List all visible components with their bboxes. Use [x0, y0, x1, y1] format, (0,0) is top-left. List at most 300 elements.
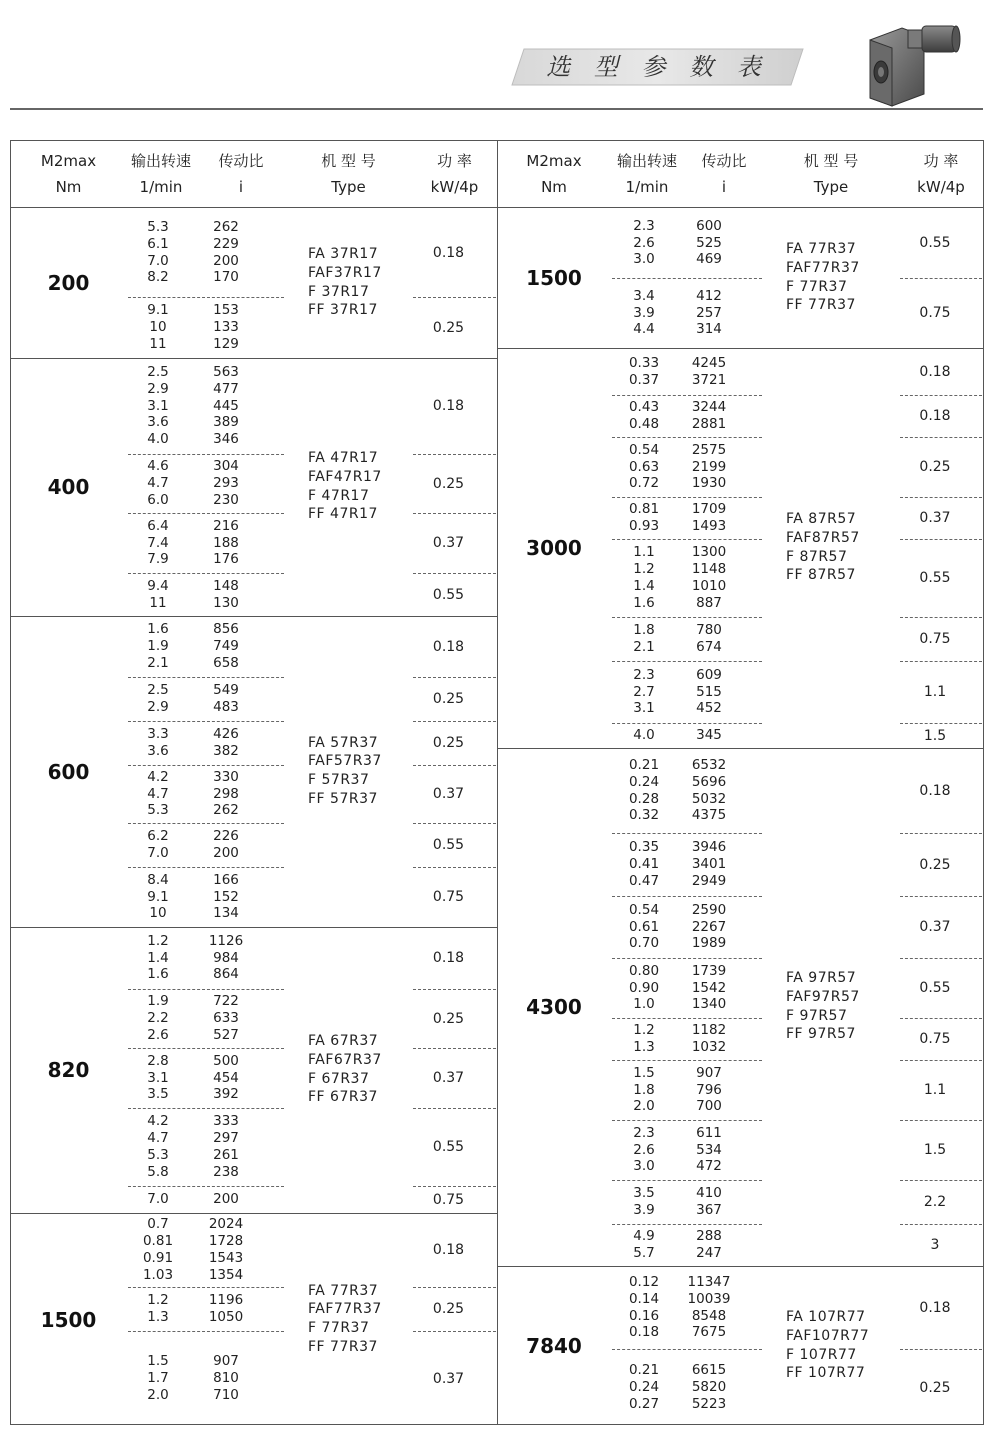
power-value: 0.75 [432, 1191, 465, 1208]
power-value: 0.55 [432, 1139, 465, 1155]
output-speed: 0.72 [628, 475, 660, 492]
output-speed: 1.6 [633, 594, 655, 611]
output-speed: 0.80 [628, 962, 660, 979]
power-divider [900, 539, 982, 540]
ratio-values [684, 399, 734, 433]
power-divider [413, 513, 496, 514]
output-speed: 1.4 [633, 578, 655, 594]
torque-value: 4300 [526, 995, 582, 1019]
ratio-values [684, 622, 734, 656]
power-value: 0.25 [432, 475, 465, 492]
ratio-values [684, 1065, 734, 1116]
gear-ratio: 600 [696, 217, 722, 234]
speed-values [610, 442, 678, 493]
output-speed: 0.35 [628, 839, 660, 856]
ratio-values [196, 1353, 256, 1404]
power-divider [900, 395, 982, 396]
speed-values [126, 621, 190, 672]
model-type: FAF77R37 [308, 1301, 382, 1318]
gear-ratio: 1709 [691, 501, 727, 518]
gear-ratio: 3401 [691, 856, 727, 873]
gear-ratio: 1010 [691, 578, 727, 594]
output-speed: 1.7 [147, 1370, 169, 1387]
output-speed: 0.81 [142, 1233, 174, 1250]
power-value: 0.75 [432, 889, 465, 905]
band-divider [128, 1287, 284, 1288]
model-type: FF 87R57 [786, 567, 856, 584]
gear-ratio: 10039 [687, 1290, 731, 1307]
ratio-values [196, 933, 256, 984]
power-divider [900, 1018, 982, 1019]
power-value: 0.18 [432, 950, 465, 966]
power-value: 0.18 [919, 408, 951, 424]
gear-ratio: 345 [696, 727, 722, 744]
header-ratio-line: i [238, 178, 244, 196]
output-speed: 5.7 [633, 1245, 655, 1261]
power-divider [413, 1048, 496, 1049]
model-type-list [786, 1308, 869, 1383]
model-type: FF 47R17 [308, 506, 378, 523]
gear-ratio: 864 [213, 966, 239, 983]
power-divider [900, 437, 982, 438]
output-speed: 0.14 [628, 1290, 660, 1307]
model-type-list [308, 245, 382, 320]
output-speed: 1.5 [633, 1064, 655, 1081]
output-speed: 2.7 [633, 683, 655, 700]
gear-ratio: 2575 [691, 441, 727, 458]
gear-ratio: 330 [213, 768, 239, 785]
output-speed: 2.9 [147, 380, 169, 397]
power-value: 0.25 [919, 459, 951, 475]
gear-ratio: 7675 [691, 1324, 727, 1341]
power-value: 1.1 [923, 684, 947, 700]
ratio-values [196, 1053, 256, 1104]
model-type: F 87R57 [786, 548, 848, 565]
output-speed: 4.2 [147, 1113, 169, 1130]
gear-ratio: 389 [213, 414, 239, 431]
output-speed: 1.2 [633, 1022, 655, 1039]
speed-values [610, 963, 678, 1014]
speed-values [610, 622, 678, 656]
gear-ratio: 304 [213, 458, 239, 475]
gear-ratio: 1050 [208, 1309, 244, 1325]
gear-ratio: 483 [213, 699, 239, 715]
ratio-values [196, 578, 256, 612]
speed-values [126, 1292, 190, 1326]
output-speed: 3.0 [633, 1158, 655, 1175]
header-m2max-line: Nm [541, 178, 567, 196]
ratio-values [684, 757, 734, 825]
power-value: 0.18 [432, 638, 465, 655]
power-value: 0.25 [919, 1379, 951, 1396]
speed-values [610, 727, 678, 744]
output-speed: 7.0 [147, 252, 169, 269]
output-speed: 2.1 [633, 639, 655, 655]
gear-ratio: 633 [213, 1010, 239, 1027]
ratio-values [684, 902, 734, 953]
gear-ratio: 261 [213, 1147, 239, 1163]
header-ratio-line: 传动比 [701, 152, 747, 170]
output-speed: 5.3 [147, 802, 169, 819]
header-divider [11, 207, 497, 208]
ratio-values [684, 1362, 734, 1413]
ratio-values [684, 288, 734, 339]
output-speed: 3.6 [147, 743, 169, 759]
output-speed: 0.7 [147, 1216, 169, 1233]
output-speed: 2.3 [633, 1124, 655, 1141]
power-value: 0.18 [432, 398, 465, 414]
speed-values [610, 839, 678, 890]
band-divider [128, 1108, 284, 1109]
power-divider [900, 1224, 982, 1225]
output-speed: 1.6 [147, 966, 169, 983]
output-speed: 2.8 [147, 1052, 169, 1069]
model-type: FAF57R37 [308, 753, 382, 770]
gear-ratio: 1989 [691, 935, 727, 952]
model-type: FF 77R37 [786, 297, 856, 314]
output-speed: 7.0 [147, 1191, 169, 1208]
speed-values [610, 1185, 678, 1219]
output-speed: 3.5 [633, 1185, 655, 1202]
torque-value: 7840 [526, 1334, 582, 1358]
output-speed: 0.63 [628, 458, 660, 475]
power-divider [900, 1349, 982, 1350]
output-speed: 1.4 [147, 949, 169, 966]
ratio-values [684, 1274, 734, 1342]
speed-values [610, 1065, 678, 1116]
speed-values [610, 1022, 678, 1056]
gear-ratio: 1182 [691, 1022, 727, 1039]
model-type: F 57R37 [308, 772, 370, 789]
gear-ratio: 534 [696, 1141, 722, 1158]
output-speed: 2.0 [633, 1098, 655, 1115]
speed-values [126, 682, 190, 716]
gear-ratio: 445 [213, 397, 239, 414]
output-speed: 3.1 [147, 397, 169, 414]
band-divider [612, 896, 762, 897]
output-speed: 2.6 [147, 1026, 169, 1043]
gear-ratio: 856 [213, 621, 239, 638]
output-speed: 0.27 [628, 1395, 660, 1412]
gear-ratio: 700 [696, 1098, 722, 1115]
speed-values [610, 218, 678, 269]
gear-ratio: 609 [696, 666, 722, 683]
group-divider [11, 616, 497, 617]
gear-ratio: 452 [696, 700, 722, 717]
speed-values [126, 458, 190, 509]
model-type: FF 67R37 [308, 1089, 378, 1106]
output-speed: 8.2 [147, 269, 169, 286]
power-value: 0.75 [919, 305, 951, 321]
gear-ratio: 1354 [208, 1266, 244, 1283]
power-value: 1.5 [923, 1142, 947, 1158]
ratio-values [196, 993, 256, 1044]
output-speed: 11 [149, 594, 167, 611]
speed-values [126, 1113, 190, 1181]
power-value: 0.37 [432, 1370, 465, 1387]
output-speed: 0.47 [628, 872, 660, 889]
speed-values [126, 1216, 190, 1284]
speed-values [126, 518, 190, 569]
speed-values [126, 364, 190, 449]
output-speed: 2.5 [147, 363, 169, 380]
gear-ratio: 297 [213, 1130, 239, 1147]
output-speed: 0.81 [628, 501, 660, 518]
band-divider [128, 721, 284, 722]
gear-ratio: 8548 [691, 1307, 727, 1324]
model-type: FA 37R17 [308, 246, 379, 262]
gear-ratio: 472 [696, 1158, 722, 1175]
speed-values [610, 667, 678, 718]
band-divider [128, 297, 284, 298]
power-value: 0.18 [919, 782, 951, 799]
power-value: 0.18 [432, 244, 465, 261]
output-speed: 4.6 [147, 458, 169, 475]
gear-ratio: 153 [213, 302, 239, 319]
gear-ratio: 674 [696, 639, 722, 655]
speed-values [126, 1053, 190, 1104]
header-power-line: kW/4p [917, 178, 965, 196]
model-type-list [786, 510, 860, 585]
model-type-list [308, 734, 382, 809]
band-divider [612, 278, 762, 279]
output-speed: 0.54 [628, 901, 660, 918]
gear-ratio: 500 [213, 1052, 239, 1069]
ratio-values [684, 839, 734, 890]
gear-ratio: 658 [213, 654, 239, 671]
model-type: F 47R17 [308, 487, 370, 504]
group-divider [11, 1213, 497, 1214]
header-m2max [11, 148, 126, 200]
ratio-values [196, 518, 256, 569]
gear-ratio: 4375 [691, 807, 727, 824]
gear-ratio: 247 [696, 1245, 722, 1261]
gear-ratio: 2267 [691, 918, 727, 935]
gear-ratio: 426 [213, 726, 239, 743]
output-speed: 2.0 [147, 1386, 169, 1403]
power-divider [413, 1287, 496, 1288]
power-divider [413, 867, 496, 868]
power-divider [413, 765, 496, 766]
band-divider [612, 958, 762, 959]
output-speed: 0.93 [628, 518, 660, 534]
output-speed: 0.33 [628, 354, 660, 371]
ratio-values [684, 218, 734, 269]
output-speed: 7.0 [147, 845, 169, 861]
ratio-values [684, 1228, 734, 1262]
output-speed: 4.0 [147, 431, 169, 448]
gear-ratio: 5223 [691, 1395, 727, 1412]
band-divider [128, 1048, 284, 1049]
selection-table-left [10, 140, 498, 1425]
gear-ratio: 810 [213, 1370, 239, 1387]
gear-ratio: 346 [213, 431, 239, 448]
power-value: 0.25 [919, 856, 951, 873]
output-speed: 4.7 [147, 1130, 169, 1147]
output-speed: 1.0 [633, 996, 655, 1013]
torque-value: 200 [47, 271, 90, 295]
band-divider [612, 497, 762, 498]
header-m2max-line: M2max [526, 152, 582, 170]
model-type: FAF107R77 [786, 1327, 870, 1344]
output-speed: 0.21 [628, 1362, 660, 1379]
band-divider [612, 1180, 762, 1181]
gear-ratio: 314 [696, 321, 722, 338]
output-speed: 0.41 [628, 856, 660, 873]
model-type-list [786, 240, 860, 315]
band-divider [612, 723, 762, 724]
output-speed: 3.1 [147, 1069, 169, 1086]
gear-ratio: 5820 [691, 1379, 727, 1396]
output-speed: 3.1 [633, 700, 655, 717]
output-speed: 0.18 [628, 1324, 660, 1341]
gear-ratio: 176 [213, 551, 239, 568]
band-divider [128, 765, 284, 766]
power-value: 1.1 [923, 1082, 947, 1098]
output-speed: 2.3 [633, 217, 655, 234]
output-speed: 1.1 [633, 544, 655, 561]
band-divider [612, 617, 762, 618]
gear-ratio: 1032 [691, 1039, 727, 1055]
speed-values [126, 769, 190, 820]
power-value: 0.37 [432, 786, 465, 802]
gear-ratio: 333 [213, 1113, 239, 1130]
ratio-values [684, 667, 734, 718]
power-divider [900, 1120, 982, 1121]
torque-value: 1500 [40, 1307, 97, 1332]
gear-ratio: 129 [213, 335, 239, 352]
gear-ratio: 611 [696, 1124, 722, 1141]
header-m2max-line: M2max [40, 152, 97, 170]
header-power-line: 功 率 [437, 152, 472, 170]
output-speed: 4.7 [147, 785, 169, 802]
output-speed: 2.2 [147, 1010, 169, 1027]
output-speed: 0.32 [628, 807, 660, 824]
header-ratio [196, 148, 286, 200]
power-value: 3 [930, 1237, 940, 1253]
speed-values [610, 501, 678, 535]
model-type: FAF97R57 [786, 988, 860, 1005]
output-speed: 4.9 [633, 1228, 655, 1245]
model-type: FF 37R17 [308, 302, 378, 319]
ratio-values [684, 442, 734, 493]
header-speed-line: 1/min [139, 178, 183, 196]
header-m2max [498, 148, 610, 200]
page-title: 选 型 参 数 表 [546, 53, 769, 81]
output-speed: 0.70 [628, 935, 660, 952]
torque-value: 820 [47, 1058, 90, 1082]
output-speed: 9.1 [147, 302, 169, 319]
ratio-values [196, 828, 256, 862]
header-speed [610, 148, 684, 200]
ratio-values [196, 769, 256, 820]
output-speed: 10 [149, 319, 167, 336]
output-speed: 2.1 [147, 654, 169, 671]
speed-values [126, 302, 190, 353]
output-speed: 1.3 [147, 1309, 169, 1325]
gear-ratio: 477 [213, 380, 239, 397]
model-type: FAF77R37 [786, 259, 860, 276]
output-speed: 1.3 [633, 1039, 655, 1055]
model-type: FA 87R57 [786, 511, 857, 527]
gear-ratio: 1739 [691, 962, 727, 979]
output-speed: 7.4 [147, 534, 169, 551]
header-power [898, 148, 984, 200]
gear-ratio: 1493 [691, 518, 727, 534]
gear-ratio: 2949 [691, 872, 727, 889]
ratio-values [196, 621, 256, 672]
output-speed: 2.6 [633, 1141, 655, 1158]
power-divider [413, 1331, 496, 1332]
speed-values [126, 219, 190, 287]
band-divider [128, 454, 284, 455]
band-divider [612, 395, 762, 396]
power-divider [413, 823, 496, 824]
output-speed: 3.9 [633, 304, 655, 321]
speed-values [126, 933, 190, 984]
gearmotor-image [862, 16, 962, 112]
gear-ratio: 907 [213, 1353, 239, 1370]
output-speed: 2.5 [147, 682, 169, 699]
speed-values [126, 872, 190, 923]
band-divider [128, 513, 284, 514]
gear-ratio: 2024 [208, 1216, 244, 1233]
ratio-values [684, 544, 734, 612]
output-speed: 6.0 [147, 491, 169, 508]
gear-ratio: 2199 [691, 458, 727, 475]
power-value: 0.75 [919, 631, 951, 647]
gear-ratio: 412 [696, 287, 722, 304]
gear-ratio: 1126 [208, 932, 244, 949]
power-value: 1.5 [923, 727, 947, 744]
power-divider [900, 661, 982, 662]
output-speed: 1.6 [147, 621, 169, 638]
header-rule [10, 108, 983, 110]
gear-ratio: 780 [696, 622, 722, 639]
output-speed: 4.2 [147, 768, 169, 785]
output-speed: 3.0 [633, 251, 655, 268]
model-type: FA 67R37 [308, 1033, 379, 1049]
output-speed: 1.8 [633, 1081, 655, 1098]
model-type-list [308, 1282, 382, 1357]
output-speed: 2.3 [633, 666, 655, 683]
speed-values [610, 757, 678, 825]
gear-ratio: 382 [213, 743, 239, 759]
output-speed: 3.4 [633, 287, 655, 304]
output-speed: 0.12 [628, 1273, 660, 1290]
gear-ratio: 796 [696, 1081, 722, 1098]
band-divider [128, 1331, 284, 1332]
power-divider [900, 896, 982, 897]
gear-ratio: 134 [213, 905, 239, 922]
torque-value: 400 [47, 475, 90, 499]
output-speed: 0.21 [628, 756, 660, 773]
output-speed: 11 [149, 335, 167, 352]
ratio-values [196, 302, 256, 353]
speed-values [610, 544, 678, 612]
torque-value: 600 [47, 759, 90, 784]
ratio-values [196, 1191, 256, 1208]
header-m2max-line: Nm [55, 178, 82, 196]
gear-ratio: 200 [213, 252, 239, 269]
output-speed: 1.2 [633, 561, 655, 578]
output-speed: 0.43 [628, 399, 660, 416]
gear-ratio: 6615 [691, 1362, 727, 1379]
output-speed: 10 [149, 905, 167, 922]
gear-ratio: 5032 [691, 790, 727, 807]
output-speed: 1.5 [147, 1353, 169, 1370]
power-value: 0.55 [432, 586, 465, 603]
